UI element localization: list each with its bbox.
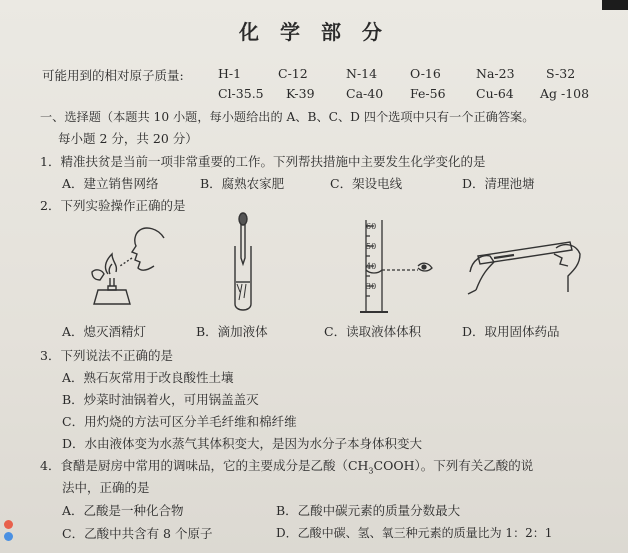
question-4-stem-end: COOH）。下列有关乙酸的说 [373, 458, 534, 473]
question-4-option-c: C．乙酸中共含有 8 个原子 [62, 526, 213, 541]
atomic-mass-item: O-16 [410, 66, 441, 81]
atomic-mass-item: K-39 [286, 86, 315, 101]
atomic-mass-item: Ag -108 [540, 86, 590, 101]
cylinder-tick-50: 50 [366, 242, 377, 251]
question-4-option-d: D．乙酸中碳、氢、氧三种元素的质量比为 1：2：1 [276, 526, 553, 540]
question-4-stem-cont: 法中，正确的是 [62, 480, 150, 495]
question-1-stem: 1．精准扶贫是当前一项非常重要的工作。下列帮扶措施中主要发生化学变化的是 [40, 154, 486, 169]
decorative-dots [4, 520, 13, 544]
question-3-stem: 3．下列说法不正确的是 [40, 348, 173, 363]
question-2-stem: 2．下列实验操作正确的是 [40, 198, 186, 213]
blue-dot [4, 532, 13, 541]
section-heading: 一、选择题（本题共 10 小题，每小题给出的 A、B、C、D 四个选项中只有一个正确答案。 [40, 110, 535, 124]
atomic-mass-item: Fe-56 [410, 86, 446, 101]
question-2-option-b: B．滴加液体 [196, 324, 268, 339]
section-heading-cont: 每小题 2 分，共 20 分） [58, 131, 198, 146]
atomic-mass-item: H-1 [218, 66, 242, 81]
cylinder-tick-60: 60 [366, 222, 377, 231]
dropper-figure [228, 212, 258, 316]
corner-mark [602, 0, 628, 10]
atomic-mass-item: N-14 [346, 66, 378, 81]
question-3-option-b: B．炒菜时油锅着火，可用锅盖盖灭 [62, 392, 259, 407]
question-1-option-d: D．清理池塘 [462, 176, 535, 191]
question-2-option-d: D．取用固体药品 [462, 324, 560, 339]
question-3-option-d: D．水由液体变为水蒸气其体积变大，是因为水分子本身体积变大 [62, 436, 423, 451]
question-4-option-a: A．乙酸是一种化合物 [62, 503, 184, 518]
question-3-option-a: A．熟石灰常用于改良酸性土壤 [62, 370, 234, 385]
question-4-subscript: 3 [368, 466, 374, 476]
question-1-option-b: B．腐熟农家肥 [200, 176, 285, 191]
question-4-stem-start: 4．食醋是厨房中常用的调味品，它的主要成分是乙酸（CH [40, 458, 369, 473]
question-1-option-a: A．建立销售网络 [62, 176, 159, 191]
question-3-option-c: C．用灼烧的方法可区分羊毛纤维和棉纤维 [62, 414, 297, 429]
red-dot [4, 520, 13, 529]
alcohol-lamp-figure [82, 224, 172, 316]
cylinder-tick-40: 40 [366, 262, 377, 271]
atomic-mass-item: C-12 [278, 66, 308, 81]
page-title: 化 学 部 分 [239, 20, 389, 44]
atomic-mass-label: 可能用到的相对原子质量: [42, 68, 184, 83]
atomic-mass-item: Cl-35.5 [218, 86, 264, 101]
atomic-mass-item: Na-23 [476, 66, 515, 81]
atomic-mass-item: Ca-40 [346, 86, 384, 101]
question-2-option-c: C．读取液体体积 [324, 324, 422, 339]
atomic-mass-item: S-32 [546, 66, 576, 81]
question-4-option-b: B．乙酸中碳元素的质量分数最大 [276, 503, 461, 518]
question-2-option-a: A．熄灭酒精灯 [62, 324, 147, 339]
atomic-mass-item: Cu-64 [476, 86, 514, 101]
question-4-stem [40, 456, 533, 476]
question-1-option-c: C．架设电线 [330, 176, 403, 191]
cylinder-tick-30: 30 [366, 282, 377, 291]
solid-reagent-figure [464, 232, 584, 298]
